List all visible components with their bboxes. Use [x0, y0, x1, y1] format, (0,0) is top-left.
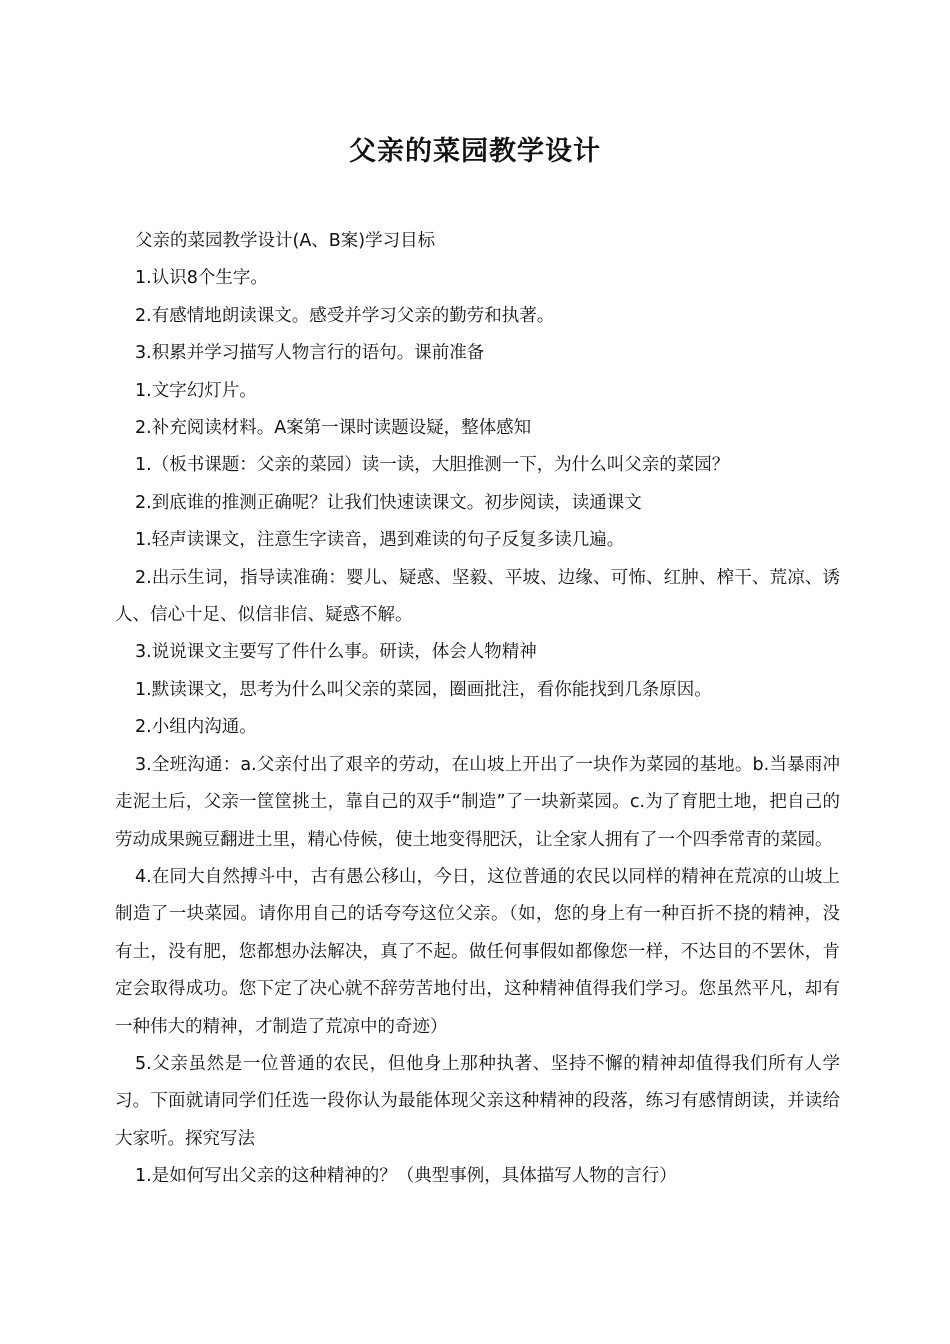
- paragraph: 5.父亲虽然是一位普通的农民，但他身上那种执著、坚持不懈的精神却值得我们所有人学习。下面就请同学们任选一段你认为最能体现父亲这种精神的段落，练习有感情朗读，并读给大家听。探究写法: [115, 1053, 840, 1149]
- page-title: 父亲的菜园教学设计: [349, 136, 601, 167]
- paragraph-heading-objectives: 父亲的菜园教学设计(A、B案)学习目标: [135, 231, 436, 251]
- paragraph: 2.小组内沟通。: [135, 717, 257, 738]
- paragraph: 1.文字幻灯片。: [135, 380, 257, 401]
- paragraph: 3.说说课文主要写了件什么事。研读，体会人物精神: [135, 642, 537, 663]
- paragraph: 2.到底谁的推测正确呢？让我们快速读课文。初步阅读，读通课文: [135, 492, 642, 513]
- paragraph: 1.认识8个生字。: [135, 268, 268, 289]
- paragraph: 2.补充阅读材料。A案第一课时读题设疑，整体感知: [135, 418, 532, 439]
- document-body: [115, 223, 840, 1196]
- paragraph: 3.积累并学习描写人物言行的语句。课前准备: [135, 343, 485, 364]
- paragraph: 1.是如何写出父亲的这种精神的？（典型事例，具体描写人物的言行）: [135, 1166, 677, 1187]
- paragraph: 2.有感情地朗读课文。感受并学习父亲的勤劳和执著。: [135, 305, 555, 326]
- paragraph: 1.默读课文，思考为什么叫父亲的菜园，圈画批注，看你能找到几条原因。: [135, 679, 712, 700]
- paragraph: 1.（板书课题：父亲的菜园）读一读，大胆推测一下，为什么叫父亲的菜园？: [135, 455, 730, 476]
- paragraph: 2.出示生词，指导读准确：婴儿、疑惑、坚毅、平坡、边缘、可怖、红肿、榨干、荒凉、诱人、信心十足、似信非信、疑惑不解。: [115, 567, 840, 626]
- paragraph: 3.全班沟通：a.父亲付出了艰辛的劳动，在山坡上开出了一块作为菜园的基地。b.当暴雨冲走泥土后，父亲一筐筐挑土，靠自己的双手“制造”了一块新菜园。c.为了育肥土地，把自己的劳动成果豌豆翻进土里，精心侍候，使土地变得肥沃，让全家人拥有了一个四季常青的菜园。: [115, 754, 840, 850]
- paragraph: 1.轻声读课文，注意生字读音，遇到难读的句子反复多读几遍。: [135, 530, 625, 551]
- paragraph: 4.在同大自然搏斗中，古有愚公移山，今日，这位普通的农民以同样的精神在荒凉的山坡上制造了一块菜园。请你用自己的话夸夸这位父亲。（如，您的身上有一种百折不挠的精神，没有土，没有肥，您都想办法解决，真了不起。做任何事假如都像您一样，不达目的不罢休，肯定会取得成功。您下定了决心就不辞劳苦地付出，这种精神值得我们学习。您虽然平凡，却有一种伟大的精神，才制造了荒凉中的奇迹）: [115, 866, 840, 1037]
